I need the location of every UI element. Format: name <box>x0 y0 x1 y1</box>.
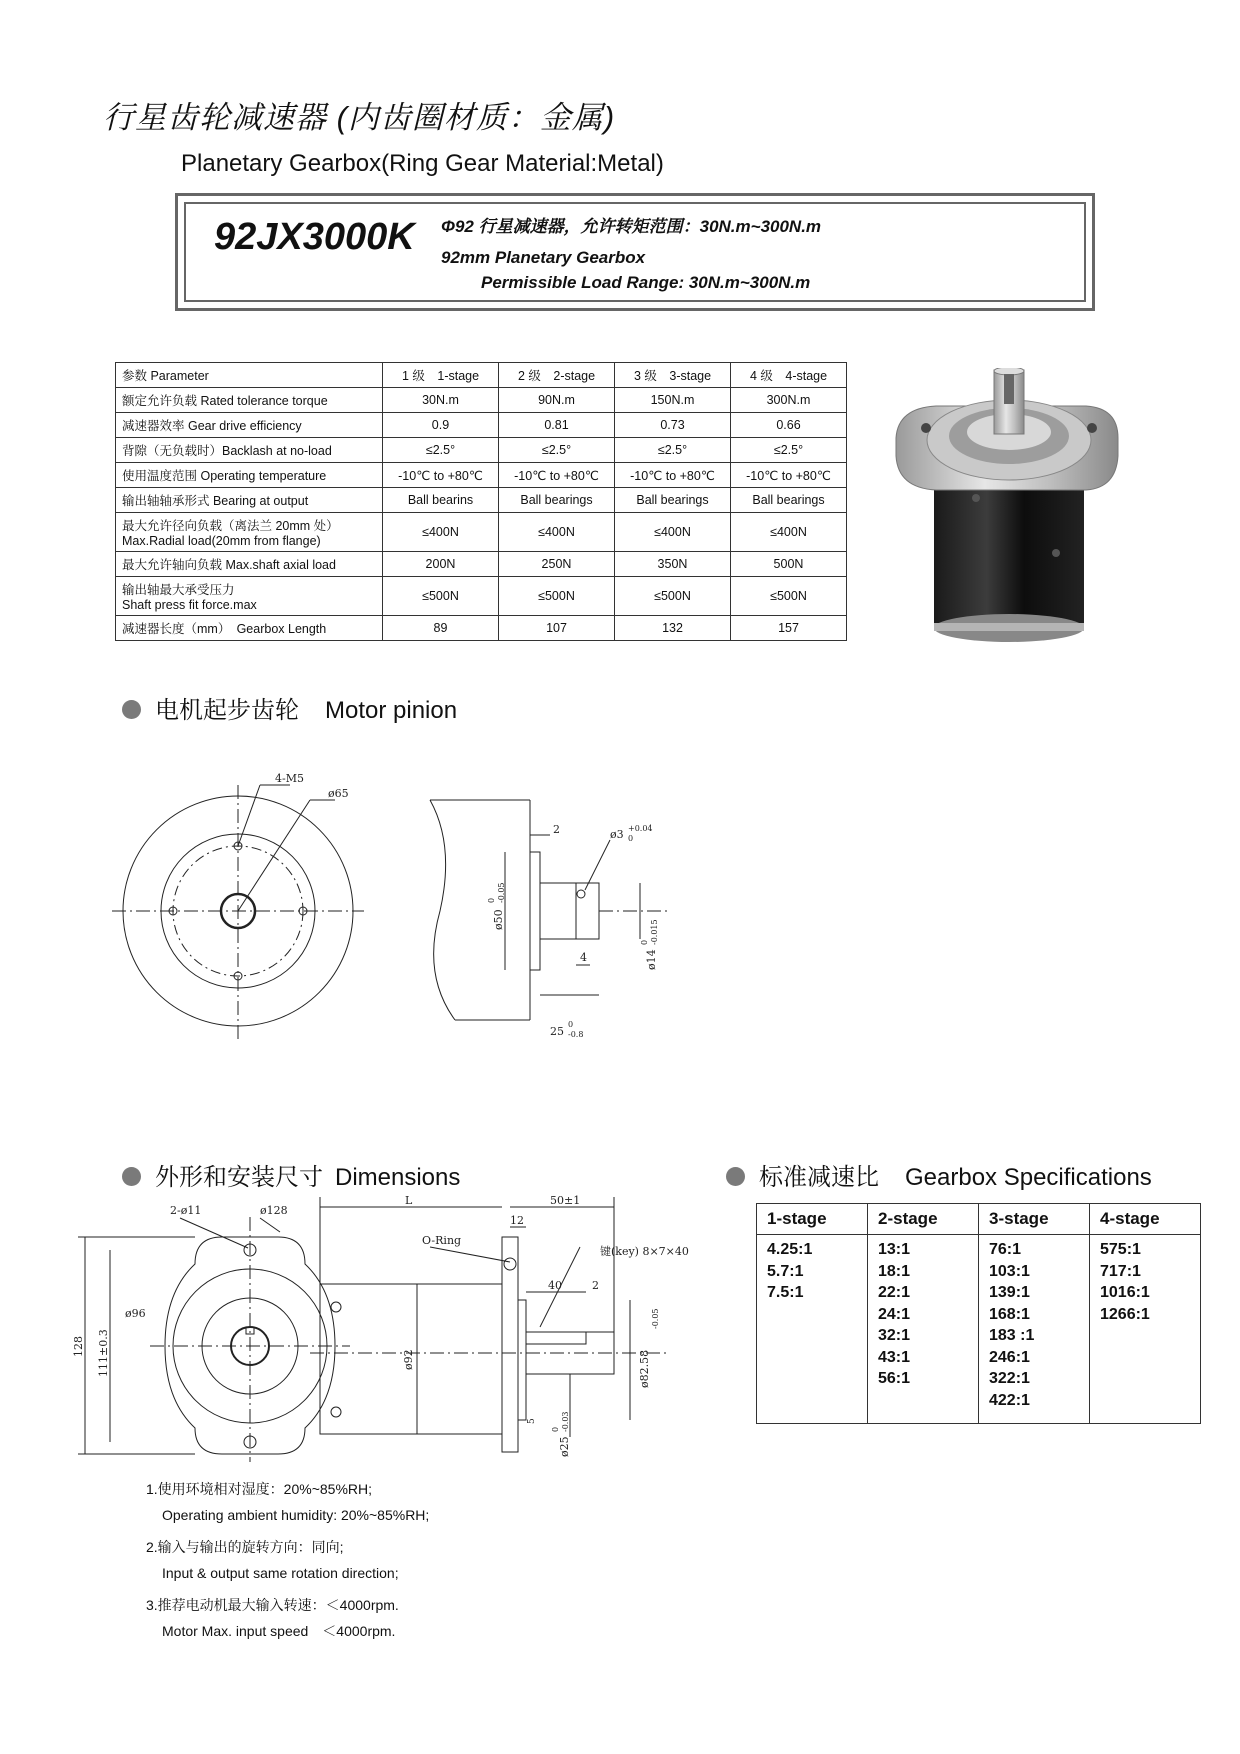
cell: 0.9 <box>383 413 499 438</box>
cell: ≤2.5° <box>731 438 847 463</box>
dim-step: 2 <box>592 1279 599 1292</box>
ratio: 575:1 <box>1100 1241 1141 1258</box>
section-motor-pinion <box>122 690 457 725</box>
cell: 90N.m <box>499 388 615 413</box>
cell: ≤400N <box>383 513 499 552</box>
spec-header-row <box>757 1204 1201 1235</box>
note-cn: 3.推荐电动机最大输入转速：＜4000rpm. <box>146 1597 399 1613</box>
table-row <box>116 616 847 641</box>
spec-col-2stage <box>868 1235 979 1424</box>
table-row <box>116 552 847 577</box>
key-label: 键(key) 8×7×40 <box>600 1245 689 1258</box>
cell: 107 <box>499 616 615 641</box>
ratio: 7.5:1 <box>767 1284 804 1301</box>
dim-pilot2-tol: -0.05 <box>651 1308 660 1329</box>
notes <box>146 1476 429 1644</box>
cell: 350N <box>615 552 731 577</box>
note-item <box>146 1476 429 1528</box>
cell: 200N <box>383 552 499 577</box>
section-dimensions <box>122 1157 460 1192</box>
ratio: 103:1 <box>989 1262 1030 1280</box>
section-title-cn: 电机起步齿轮 <box>155 697 299 724</box>
dim-pcd: ø65 <box>328 787 349 800</box>
row-label: 减速器长度（mm） Gearbox Length <box>116 616 383 641</box>
bullet-icon <box>122 1167 141 1186</box>
cell: 500N <box>731 552 847 577</box>
dim-holes: 2-ø11 <box>170 1204 202 1217</box>
page-title-en: Planetary Gearbox(Ring Gear Material:Metal) <box>181 150 664 177</box>
table-row <box>116 413 847 438</box>
break-line <box>430 800 455 1020</box>
bullet-icon <box>122 700 141 719</box>
cell: ≤2.5° <box>499 438 615 463</box>
cell: ≤2.5° <box>383 438 499 463</box>
cell: ≤400N <box>499 513 615 552</box>
dim-pcd: ø128 <box>260 1204 288 1217</box>
row-label: 减速器效率 Gear drive efficiency <box>116 413 383 438</box>
cell: ≤500N <box>499 577 615 616</box>
cell: 30N.m <box>383 388 499 413</box>
pilot-profile <box>518 1300 526 1420</box>
note-en: Input & output same rotation direction; <box>162 1565 399 1581</box>
dim-mount-height: 111±0.3 <box>97 1329 110 1377</box>
dim-shaft-length: 50±1 <box>550 1194 581 1207</box>
ratio: 717:1 <box>1100 1262 1141 1280</box>
table-row <box>116 488 847 513</box>
cell: 300N.m <box>731 388 847 413</box>
cell: ≤500N <box>615 577 731 616</box>
spec-header: 2-stage <box>868 1204 979 1235</box>
model-desc-en: 92mm Planetary Gearbox <box>441 248 646 267</box>
row-label-cn: 输出轴最大承受压力 <box>122 583 235 597</box>
spec-body-row <box>757 1235 1201 1424</box>
dim-pilot-tol2: -0.05 <box>497 882 506 903</box>
dim-pilot2: ø82.58 <box>638 1349 651 1388</box>
ratio: 22:1 <box>878 1284 911 1301</box>
pilot-boss <box>530 852 540 970</box>
key-profile <box>526 1332 586 1344</box>
dim-key-width: 4 <box>580 951 587 964</box>
ratio: 18:1 <box>878 1262 911 1280</box>
row-label: 使用温度范围 Operating temperature <box>116 463 383 488</box>
table-row <box>116 463 847 488</box>
screw-hole <box>331 1302 341 1312</box>
model-name: 92JX3000K <box>214 216 415 258</box>
cell: 150N.m <box>615 388 731 413</box>
spec-header: 3-stage <box>979 1204 1090 1235</box>
dim-total-height: 128 <box>72 1336 85 1357</box>
oring-label: O-Ring <box>422 1234 462 1247</box>
leader-line <box>180 1218 248 1248</box>
dimensions-drawing <box>70 1192 710 1462</box>
leader-line <box>430 1247 510 1262</box>
dim-holes: 4-M5 <box>275 772 304 785</box>
ratio: 5.7:1 <box>767 1262 804 1280</box>
ratio: 4.25:1 <box>767 1241 813 1258</box>
note-item <box>146 1592 429 1644</box>
table-header-cell: 4 级 4-stage <box>731 363 847 388</box>
section-title-en: Dimensions <box>335 1164 461 1191</box>
cell: -10℃ to +80℃ <box>615 463 731 488</box>
row-label-cn: 最大允许径向负载（离法兰 20mm 处） <box>122 519 339 533</box>
cell: 0.66 <box>731 413 847 438</box>
cell: Ball bearins <box>383 488 499 513</box>
dim-pilot: ø96 <box>125 1307 146 1320</box>
dim-flange-thickness: 12 <box>510 1214 524 1227</box>
note-en: Motor Max. input speed ＜4000rpm. <box>162 1623 396 1639</box>
table-row <box>116 388 847 413</box>
page-title-cn: 行星齿轮减速器 (内齿圈材质：金属) <box>103 100 616 135</box>
dim-pilot: ø50 <box>492 909 505 930</box>
dim-shaft-tol2: -0.015 <box>650 919 659 945</box>
dim-length: 25 <box>550 1025 564 1038</box>
note-item <box>146 1534 429 1586</box>
gearbox-product-image <box>886 368 1126 648</box>
ratio: 24:1 <box>878 1305 911 1323</box>
spec-col-1stage <box>757 1235 868 1424</box>
ratio: 1016:1 <box>1100 1284 1150 1301</box>
gearbox-spec-table <box>756 1203 1201 1424</box>
row-label-en: Max.Radial load(20mm from flange) <box>122 534 321 548</box>
dim-small: 5 <box>527 1418 537 1424</box>
spec-col-4stage <box>1090 1235 1201 1424</box>
row-label: 输出轴轴承形式 Bearing at output <box>116 488 383 513</box>
spec-header: 4-stage <box>1090 1204 1201 1235</box>
dim-length-tol2: -0.8 <box>568 1030 584 1039</box>
cell: -10℃ to +80℃ <box>383 463 499 488</box>
dim-shaft: ø14 <box>645 949 658 970</box>
dim-pin: ø3 <box>610 828 624 841</box>
table-header-cell: 3 级 3-stage <box>615 363 731 388</box>
section-gearbox-spec <box>726 1157 1152 1192</box>
section-title-cn: 标准减速比 <box>759 1164 879 1191</box>
note-en: Operating ambient humidity: 20%~85%RH; <box>162 1507 430 1523</box>
row-label: 最大允许轴向负载 Max.shaft axial load <box>116 552 383 577</box>
dim-pilot-tol: 0 <box>487 897 496 903</box>
section-title-cn: 外形和安装尺寸 <box>155 1164 323 1191</box>
cell: ≤500N <box>383 577 499 616</box>
bullet-icon <box>726 1167 745 1186</box>
table-row <box>116 513 847 552</box>
spec-header: 1-stage <box>757 1204 868 1235</box>
ratio: 168:1 <box>989 1305 1030 1323</box>
dim-shaft-tol: 0 <box>640 939 649 945</box>
dim-pin-tol: +0.04 <box>628 824 653 833</box>
screw-hole <box>331 1407 341 1417</box>
note-cn: 1.使用环境相对湿度：20%~85%RH; <box>146 1481 373 1497</box>
table-row <box>116 438 847 463</box>
cell: 89 <box>383 616 499 641</box>
table-header-cell: 参数 Parameter <box>116 363 383 388</box>
dim-pin-tol0: 0 <box>628 834 634 843</box>
table-row <box>116 577 847 616</box>
cell: -10℃ to +80℃ <box>731 463 847 488</box>
leader-line <box>260 1218 280 1232</box>
table-header-row <box>116 363 847 388</box>
ratio: 56:1 <box>878 1370 911 1387</box>
ratio: 43:1 <box>878 1348 911 1366</box>
ratio: 1266:1 <box>1100 1305 1150 1323</box>
flange-profile <box>502 1237 518 1452</box>
ratio: 322:1 <box>989 1370 1030 1387</box>
pin-hole <box>577 890 585 898</box>
cell: ≤500N <box>731 577 847 616</box>
row-label: 额定允许负载 Rated tolerance torque <box>116 388 383 413</box>
dim-key-length: 40 <box>548 1279 562 1292</box>
row-label: 背隙（无负载时）Backlash at no-load <box>116 438 383 463</box>
row-label <box>116 577 383 616</box>
cell: Ball bearings <box>615 488 731 513</box>
dim-flange: 2 <box>553 823 560 836</box>
spec-col-3stage <box>979 1235 1090 1424</box>
section-title-en: Gearbox Specifications <box>905 1164 1152 1191</box>
row-label <box>116 513 383 552</box>
table-header-cell: 1 级 1-stage <box>383 363 499 388</box>
dim-length: L <box>405 1194 413 1207</box>
parameter-table <box>115 362 847 641</box>
motor-pinion-drawing <box>110 765 720 1065</box>
model-load-range: Permissible Load Range: 30N.m~300N.m <box>481 273 811 292</box>
row-label-en: Shaft press fit force.max <box>122 598 257 612</box>
table-header-cell: 2 级 2-stage <box>499 363 615 388</box>
ratio: 183 :1 <box>989 1327 1035 1344</box>
model-desc-cn: Φ92 行星减速器，允许转矩范围：30N.m~300N.m <box>441 217 822 236</box>
dim-body: ø92 <box>402 1349 415 1370</box>
ratio: 139:1 <box>989 1284 1030 1301</box>
model-box <box>175 193 1095 311</box>
ratio: 422:1 <box>989 1391 1030 1409</box>
cell: 157 <box>731 616 847 641</box>
ratio: 13:1 <box>878 1241 911 1258</box>
leader-line <box>238 785 260 846</box>
dim-shaft-tol2: -0.03 <box>561 1411 570 1432</box>
shaft-profile <box>540 883 599 939</box>
dim-shaft: ø25 <box>558 1436 571 1457</box>
section-title-en: Motor pinion <box>325 697 458 724</box>
cell: 0.73 <box>615 413 731 438</box>
ratio: 76:1 <box>989 1241 1022 1258</box>
oring-mark <box>504 1258 516 1270</box>
cell: ≤2.5° <box>615 438 731 463</box>
ratio: 32:1 <box>878 1327 911 1344</box>
dim-shaft-tol: 0 <box>551 1426 560 1432</box>
dim-length-tol: 0 <box>568 1020 574 1029</box>
cell: Ball bearings <box>499 488 615 513</box>
ratio: 246:1 <box>989 1348 1030 1366</box>
cell: ≤400N <box>615 513 731 552</box>
cell: ≤400N <box>731 513 847 552</box>
cell: -10℃ to +80℃ <box>499 463 615 488</box>
note-cn: 2.输入与输出的旋转方向：同向; <box>146 1539 344 1555</box>
cell: 132 <box>615 616 731 641</box>
cell: Ball bearings <box>731 488 847 513</box>
cell: 0.81 <box>499 413 615 438</box>
cell: 250N <box>499 552 615 577</box>
